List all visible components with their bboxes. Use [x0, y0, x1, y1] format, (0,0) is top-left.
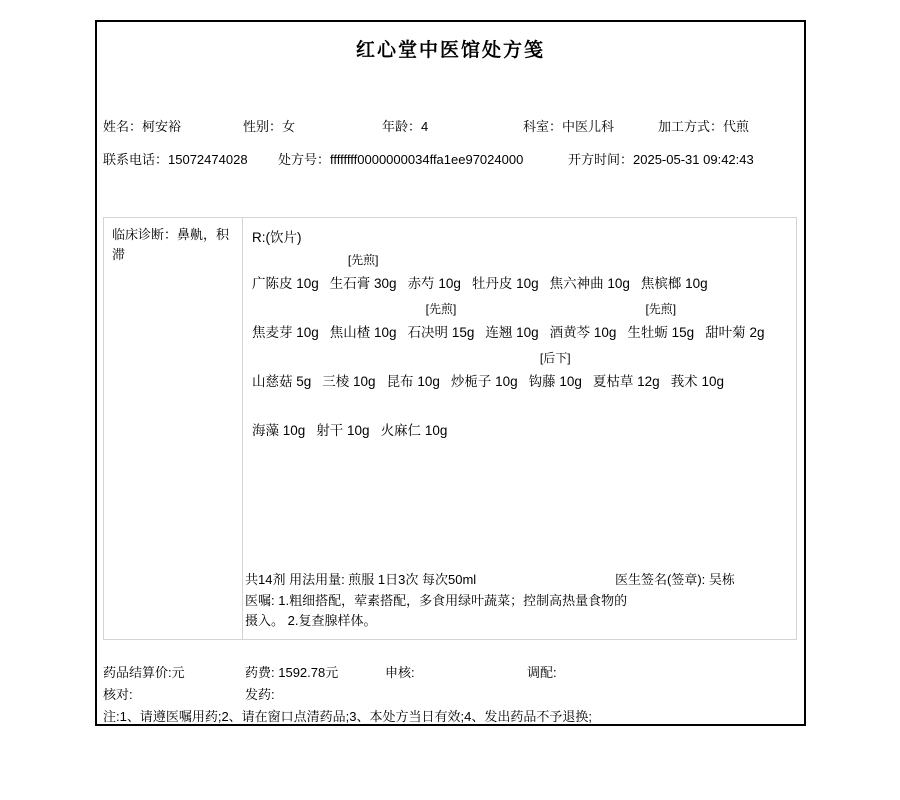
- department-field: [523, 116, 614, 135]
- phone-value: 15072474028: [168, 152, 248, 167]
- medicine-name-dose: 三棱 10g: [322, 374, 376, 389]
- decoction-tag-spacer: [387, 348, 440, 370]
- medicine-name-dose: 连翘 10g: [485, 325, 539, 340]
- prescription-sheet: [95, 20, 806, 726]
- decoction-tag-spacer: [671, 348, 724, 370]
- prescription-time-label: 开方时间：: [568, 152, 634, 167]
- medicine-item: [485, 299, 538, 345]
- decoction-tag-spacer: [252, 250, 319, 272]
- medicine-name-dose: 焦麦芽 10g: [252, 325, 319, 340]
- medicine-item: [252, 397, 305, 443]
- medical-instructions: 医嘱: 1.粗细搭配，荤素搭配，多食用绿叶蔬菜；控制高热量食物的摄入。 2.复查腺样体。: [245, 593, 628, 628]
- gender-field: [243, 116, 295, 135]
- decoction-tag-spacer: [330, 299, 397, 321]
- medicine-item: [593, 348, 660, 394]
- notes-line: 注:1、请遵医嘱用药;2、请在窗口点清药品;3、本处方当日有效;4、发出药品不予退换;: [103, 709, 592, 724]
- medicine-name-dose: 牡丹皮 10g: [471, 276, 539, 291]
- medicine-name-dose: 生牡蛎 15g: [627, 325, 695, 340]
- medicine-name-dose: 生石膏 30g: [329, 276, 397, 291]
- fee-label: 药费:: [245, 665, 279, 680]
- medicine-item: [252, 299, 319, 345]
- medicine-item: [472, 250, 539, 296]
- medicine-name-dose: 海藻 10g: [252, 423, 306, 438]
- dispense-field: 调配:: [527, 665, 557, 680]
- medicine-name-dose: 甜叶菊 2g: [705, 325, 765, 340]
- decoction-tag-spacer: [451, 348, 518, 370]
- prescription-area: [243, 218, 796, 639]
- medicine-name-dose: 射干 10g: [316, 423, 370, 438]
- medicine-item: [252, 348, 311, 394]
- decoction-tag-spacer: [550, 299, 617, 321]
- review-field: 申核:: [385, 665, 415, 680]
- patient-name-field: [103, 116, 181, 135]
- doctor-signature-value: 吴栋: [708, 572, 735, 587]
- decoction-tag-spacer: [550, 250, 630, 272]
- medicine-item: [316, 397, 369, 443]
- prescription-time-field: [568, 149, 754, 168]
- medicine-name-dose: 火麻仁 10g: [380, 423, 448, 438]
- medicine-item: [381, 397, 448, 443]
- medicine-item: [529, 348, 582, 394]
- usage-row: [245, 570, 790, 590]
- medicine-name-dose: 赤芍 10g: [407, 276, 461, 291]
- fee-value: 1592.78元: [278, 665, 339, 680]
- prescription-box: [103, 217, 797, 640]
- fee-field: [245, 662, 338, 681]
- medicine-item: [387, 348, 440, 394]
- prescription-line: [252, 250, 796, 296]
- decoction-method-tag: [先煎]: [645, 302, 677, 316]
- settlement-price-field: [103, 662, 185, 681]
- decoction-tag-spacer: [408, 250, 461, 272]
- patient-name-label: 姓名：: [103, 119, 143, 134]
- medicine-name-dose: 焦槟榔 10g: [640, 276, 708, 291]
- medicine-name-dose: 石决明 15g: [407, 325, 475, 340]
- medicine-item: [252, 250, 319, 296]
- decoction-tag-spacer: [252, 299, 319, 321]
- diagnosis-label: 临床诊断：: [112, 227, 178, 242]
- doctor-signature: [615, 570, 735, 590]
- medicine-item: [330, 250, 397, 296]
- gender-label: 性别：: [243, 119, 283, 134]
- decoction-tag-spacer: [252, 397, 305, 419]
- decoction-tag-spacer: [252, 348, 311, 370]
- medicine-item: [330, 299, 397, 345]
- decoction-method-tag: [先煎]: [347, 253, 379, 267]
- decoction-tag-spacer: [381, 397, 448, 419]
- phone-field: [103, 149, 248, 168]
- medicine-item: [627, 299, 694, 345]
- medicine-name-dose: 炒栀子 10g: [450, 374, 518, 389]
- age-label: 年龄：: [382, 119, 422, 134]
- diagnosis-value: 鼻鼽，积滞: [112, 227, 230, 262]
- footer-row-1: [97, 662, 804, 680]
- medicine-name-dose: 焦六神曲 10g: [549, 276, 630, 291]
- medicine-name-dose: 酒黄芩 10g: [549, 325, 617, 340]
- medicine-name-dose: 莪术 10g: [670, 374, 724, 389]
- department-value: 中医儿科: [562, 119, 615, 134]
- age-value: 4: [421, 119, 429, 134]
- decoction-tag-spacer: [472, 250, 539, 272]
- prescription-footer: [245, 570, 790, 631]
- department-label: 科室：: [523, 119, 563, 134]
- footer-row-2: [97, 684, 804, 702]
- prescription-time-value: 2025-05-31 09:42:43: [633, 152, 754, 167]
- decoction-tag-spacer: [705, 299, 764, 321]
- medicine-name-dose: 昆布 10g: [386, 374, 440, 389]
- decoction-method-tag: [后下]: [539, 351, 571, 365]
- decoction-tag-spacer: [593, 348, 660, 370]
- footer-row-3: [97, 706, 804, 724]
- gender-value: 女: [282, 119, 296, 134]
- processing-method-value: 代煎: [723, 119, 750, 134]
- medicine-item: [550, 299, 617, 345]
- processing-method-field: [658, 116, 749, 135]
- settlement-price-label: 药品结算价:: [103, 665, 172, 680]
- medicine-item: [408, 250, 461, 296]
- settlement-price-value: 元: [171, 665, 185, 680]
- medicine-item: [705, 299, 764, 345]
- decoction-tag-spacer: [485, 299, 538, 321]
- page-title: 红心堂中医馆处方笺: [355, 40, 545, 61]
- clinical-diagnosis-cell: [104, 218, 243, 639]
- check-field: 核对:: [103, 687, 133, 702]
- prescription-lines: [252, 250, 796, 443]
- processing-method-label: 加工方式：: [658, 119, 724, 134]
- prescription-line: [252, 299, 796, 345]
- prescription-number-value: ffffffff0000000034ffa1ee97024000: [330, 152, 524, 167]
- decoction-tag-spacer: [641, 250, 708, 272]
- medicine-item: [550, 250, 630, 296]
- medicine-name-dose: 山慈菇 5g: [252, 374, 312, 389]
- medicine-name-dose: 广陈皮 10g: [252, 276, 319, 291]
- decoction-tag-spacer: [316, 397, 369, 419]
- medicine-item: [322, 348, 375, 394]
- medicine-item: [671, 348, 724, 394]
- decoction-tag-spacer: [322, 348, 375, 370]
- decoction-method-tag: [先煎]: [425, 302, 457, 316]
- prescription-number-field: [278, 149, 523, 168]
- medicine-item: [451, 348, 518, 394]
- medicine-name-dose: 钩藤 10g: [528, 374, 582, 389]
- age-field: [382, 116, 428, 135]
- doctor-signature-label: 医生签名(签章):: [615, 572, 709, 587]
- phone-label: 联系电话：: [103, 152, 169, 167]
- dosage-summary: 共14剂 用法用量: 煎服 1日3次 每次50ml: [245, 572, 477, 587]
- issue-field: 发药:: [245, 687, 275, 702]
- medicine-name-dose: 夏枯草 12g: [592, 374, 660, 389]
- prescription-line: [252, 348, 796, 394]
- prescription-line: [252, 397, 796, 443]
- medicine-name-dose: 焦山楂 10g: [329, 325, 397, 340]
- patient-name-value: 柯安裕: [142, 119, 182, 134]
- prescription-type-label: R:(饮片): [252, 230, 302, 245]
- medicine-item: [408, 299, 475, 345]
- medicine-item: [641, 250, 708, 296]
- prescription-number-label: 处方号：: [278, 152, 331, 167]
